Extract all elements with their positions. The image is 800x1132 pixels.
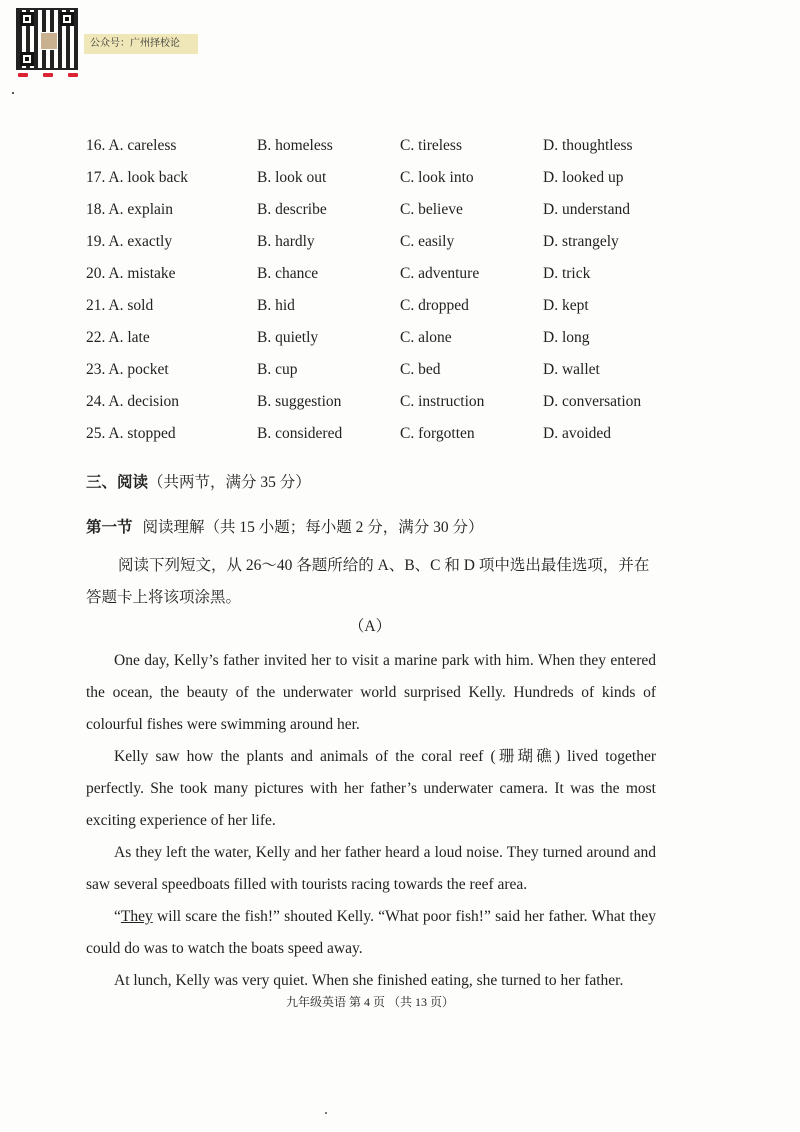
part-3-title: 三、阅读 (86, 474, 149, 491)
option-b: B. cup (257, 361, 298, 378)
section-1-title: 第一节 (86, 519, 133, 536)
option-row (86, 328, 706, 360)
option-d: D. avoided (543, 425, 612, 442)
option-d: D. wallet (543, 361, 600, 378)
option-b: B. suggestion (257, 393, 342, 410)
qr-code (16, 8, 78, 70)
option-d: D. conversation (543, 393, 642, 410)
option-row (86, 264, 706, 296)
option-b: B. quietly (257, 329, 319, 346)
option-a: 20. A. mistake (86, 265, 176, 282)
option-row (86, 200, 706, 232)
page-footer: 九年级英语 第 4 页 （共 13 页） (285, 995, 454, 1009)
option-c: C. believe (400, 201, 463, 218)
option-b: B. considered (257, 425, 343, 442)
part-3-heading (86, 470, 311, 492)
option-a: 18. A. explain (86, 201, 173, 218)
option-c: C. forgotten (400, 425, 475, 442)
qr-finder (20, 12, 34, 26)
option-row (86, 392, 706, 424)
instructions: 阅读下列短文，从 26～40 各题所给的 A、B、C 和 D 项中选出最佳选项，并在答题卡上将该项涂黑。 (86, 557, 650, 606)
scan-speck (325, 1112, 327, 1114)
option-row (86, 360, 706, 392)
qr-footer-marks (18, 73, 78, 77)
qr-finder (60, 12, 74, 26)
options-list (86, 136, 706, 456)
option-a: 22. A. late (86, 329, 150, 346)
option-d: D. understand (543, 201, 630, 218)
option-c: C. instruction (400, 393, 485, 410)
paragraph: As they left the water, Kelly and her father heard a loud noise. They turned around and saw several speedboats filled with tourists racing towards the reef area. (86, 844, 656, 893)
option-d: D. looked up (543, 169, 624, 186)
qr-finder (20, 52, 34, 66)
option-a: 17. A. look back (86, 169, 189, 186)
option-row (86, 424, 706, 456)
option-d: D. kept (543, 297, 589, 314)
wechat-account-label: 公众号：广州择校论 (84, 34, 198, 54)
scan-mark (12, 92, 14, 94)
option-a: 24. A. decision (86, 393, 180, 410)
option-row (86, 296, 706, 328)
option-a: 19. A. exactly (86, 233, 173, 250)
option-d: D. strangely (543, 233, 619, 250)
option-c: C. dropped (400, 297, 469, 314)
paragraph: “They will scare the fish!” shouted Kelly. “What poor fish!” said her father. What they could do was to watch the boats speed away. (86, 908, 656, 957)
option-c: C. easily (400, 233, 455, 250)
option-d: D. long (543, 329, 590, 346)
option-c: C. bed (400, 361, 441, 378)
option-a: 21. A. sold (86, 297, 154, 314)
part-3-note: （共两节，满分 35 分） (148, 474, 311, 491)
option-d: D. thoughtless (543, 137, 633, 154)
section-1-subtitle: 阅读理解（共 15 小题；每小题 2 分，满分 30 分） (142, 519, 484, 536)
paragraph: One day, Kelly’s father invited her to visit a marine park with him. When they entered the ocean, the beauty of the underwater world surprised Kelly. Hundreds of kinds of colourful fishes were swimming around her. (86, 652, 656, 733)
option-a: 16. A. careless (86, 137, 177, 154)
option-b: B. homeless (257, 137, 333, 154)
option-row (86, 232, 706, 264)
option-c: C. look into (400, 169, 474, 186)
option-b: B. hardly (257, 233, 315, 250)
option-c: C. alone (400, 329, 452, 346)
underlined-word: They (120, 908, 153, 925)
option-c: C. tireless (400, 137, 462, 154)
option-a: 25. A. stopped (86, 425, 176, 442)
reading-passage (86, 645, 656, 997)
paragraph: At lunch, Kelly was very quiet. When she finished eating, she turned to her father. (114, 972, 624, 989)
passage-label: （A） (348, 618, 392, 635)
paragraph: Kelly saw how the plants and animals of the coral reef (珊瑚礁) lived together perfectly. She took many pictures with her father’s underwater camera. It was the most exciting experience of her life. (86, 748, 656, 829)
option-a: 23. A. pocket (86, 361, 169, 378)
option-b: B. hid (257, 297, 295, 314)
option-d: D. trick (543, 265, 591, 282)
avatar (40, 32, 58, 50)
option-b: B. describe (257, 201, 327, 218)
section-1-heading (86, 515, 484, 537)
option-c: C. adventure (400, 265, 480, 282)
option-row (86, 168, 706, 200)
option-row (86, 136, 706, 168)
option-b: B. chance (257, 265, 319, 282)
option-b: B. look out (257, 169, 327, 186)
